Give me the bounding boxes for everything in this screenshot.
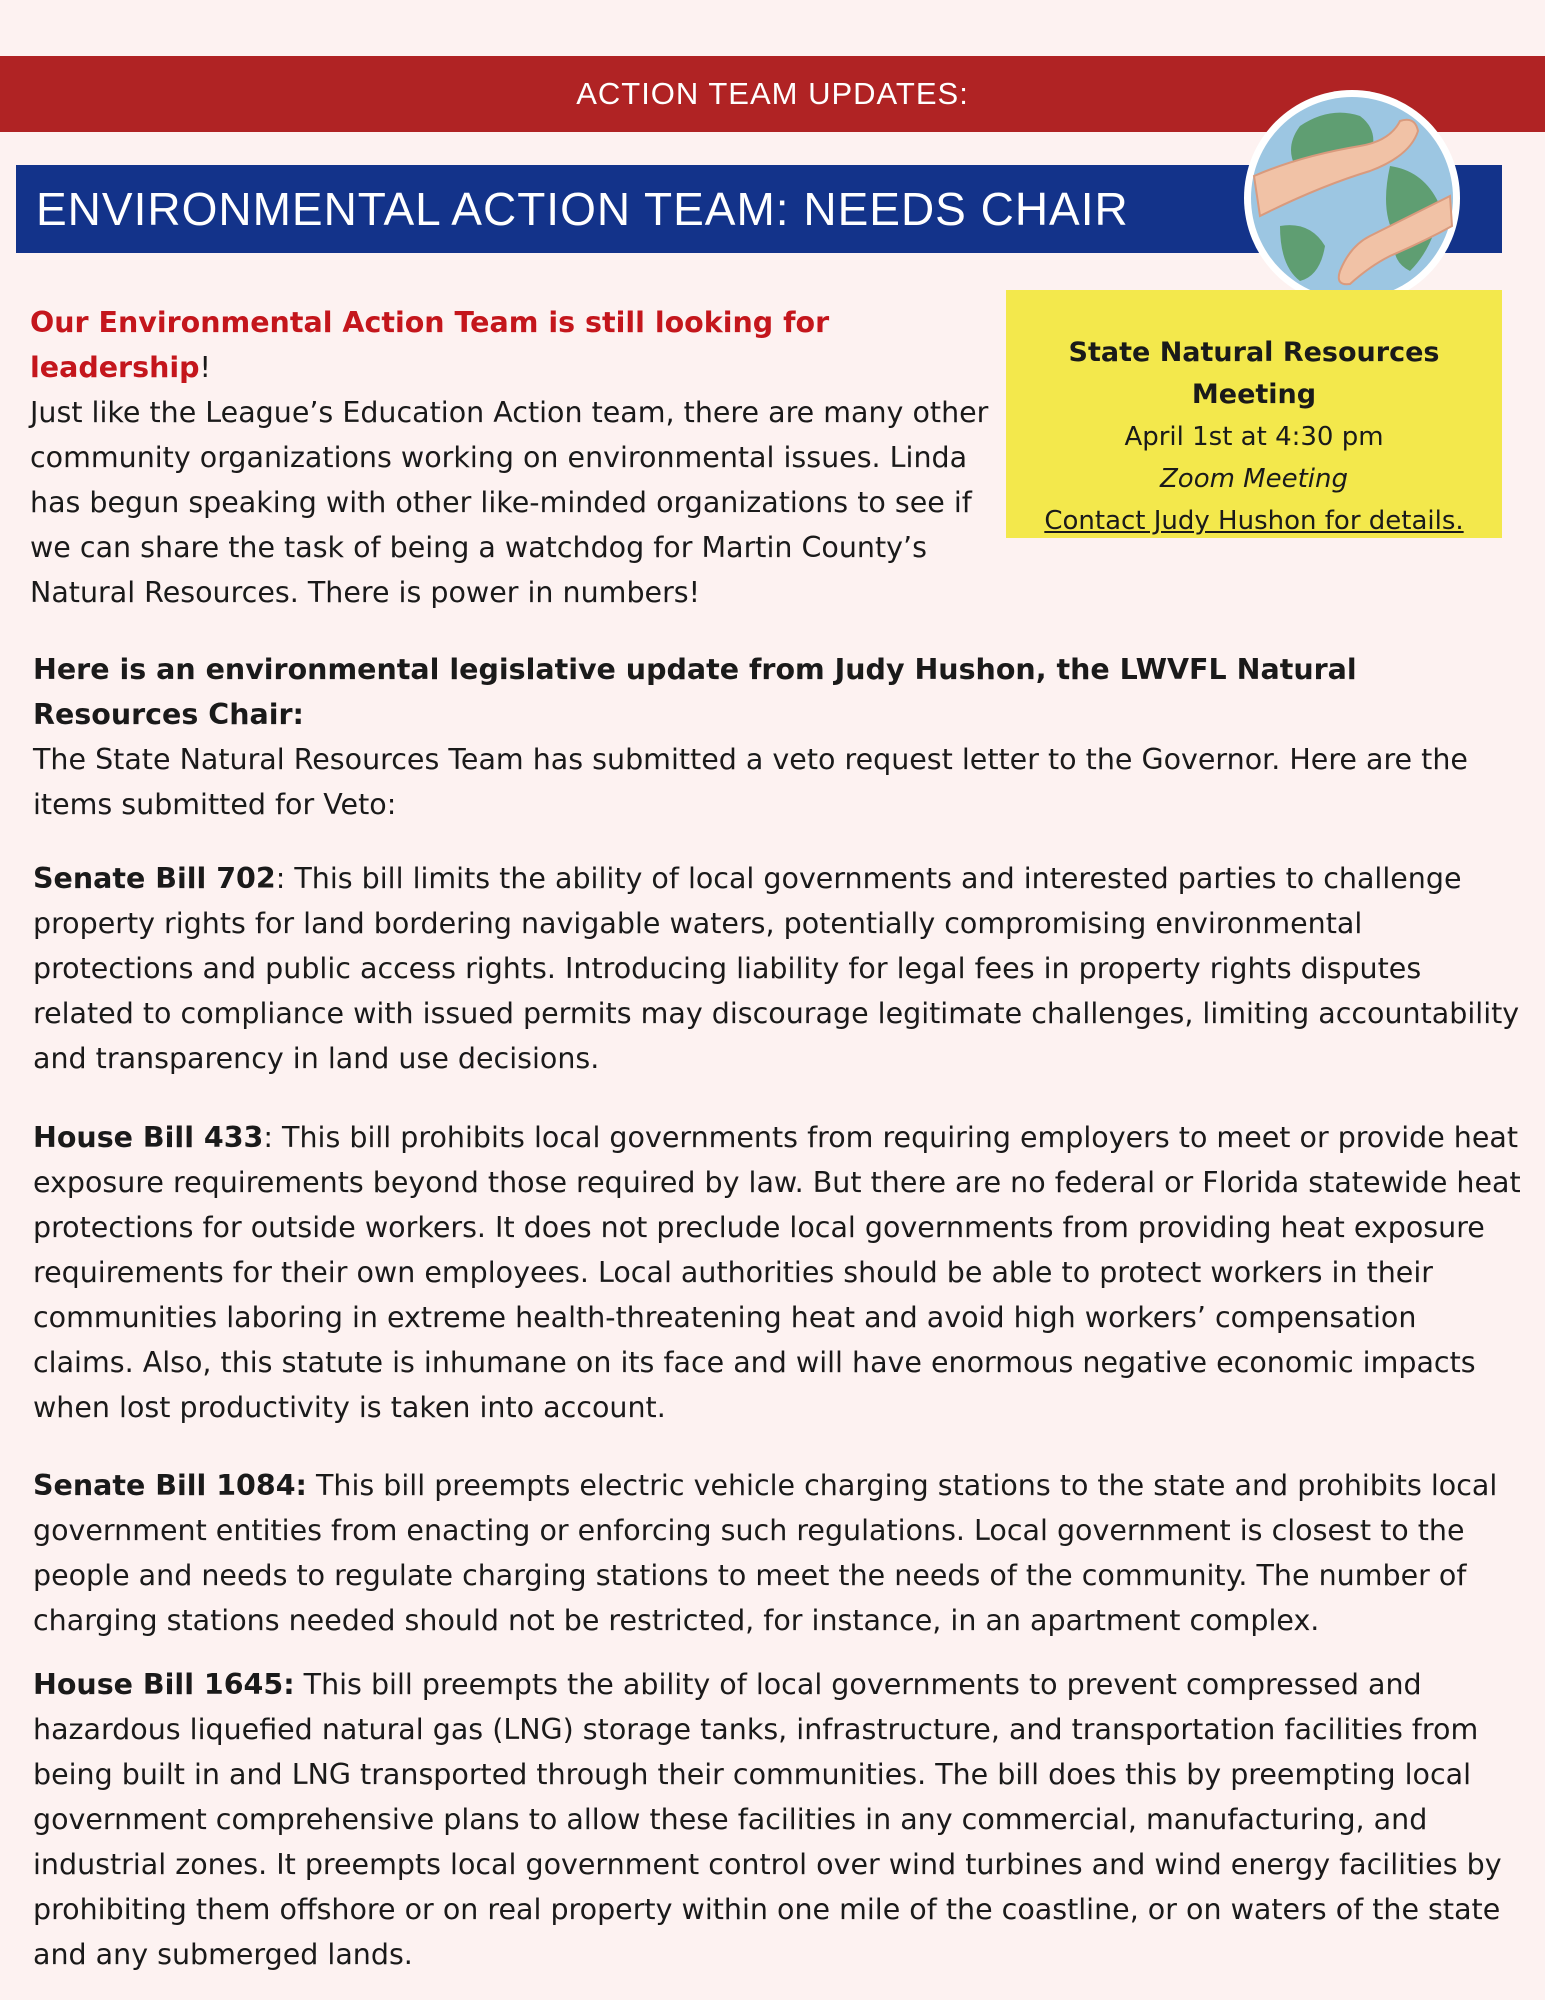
legislative-update [33,647,1523,827]
bill-sep: : [275,862,286,895]
bill-text: This bill preempts the ability of local governments to prevent compressed and hazardous liquefied natural gas (LNG) storage tanks, infrastructure, and transportation facilities from being built in and LNG transported through their communities. The bill does this by preempting local government comprehensive plans to allow these facilities in any commercial, manufacturing, and industrial zones. It preempts local government control over wind turbines and wind energy facilities by prohibiting them offshore or on real property within one mile of the coastline, or on waters of the state and any submerged lands. [33,1668,1502,1971]
bill-text: This bill limits the ability of local governments and interested parties to challenge property rights for land bordering navigable waters, potentially compromising environmental protections and public access rights. Introducing liability for legal fees in property rights disputes related to compliance with issued permits may discourage legitimate challenges, limiting accountability and transparency in land use decisions. [33,862,1520,1075]
bill-item [33,856,1523,1081]
intro-text: Just like the League’s Education Action team, there are many other community organizations working on environmental issues. Linda has begun speaking with other like-minded organizations to see if we can share the task of being a watchdog for Martin County’s Natural Resources. There is power in numbers! [30,396,989,609]
bill-name: Senate Bill 1084: [33,1469,307,1502]
meeting-location: Zoom Meeting [1159,464,1349,494]
meeting-callout [1006,290,1502,538]
bill-name: House Bill 1645: [33,1668,295,1701]
meeting-contact-link[interactable]: Contact Judy Hushon for details. [1044,506,1464,536]
intro-lead: Our Environmental Action Team is still looking for leadership [30,306,830,384]
bill-text: This bill preempts electric vehicle charging stations to the state and prohibits local government entities from enacting or enforcing such regulations. Local government is closest to the people and needs to regulate charging stations to meet the needs of the community. The number of charging stations needed should not be restricted, for instance, in an apartment complex. [33,1469,1498,1637]
bill-sep: : [263,1121,273,1154]
globe-hug-icon [1240,86,1465,311]
bill-item [33,1115,1523,1430]
section-banner-label: ACTION TEAM UPDATES: [576,76,969,111]
meeting-title: State Natural Resources Meeting [1068,337,1440,410]
bill-name: Senate Bill 702 [33,862,276,895]
page-title-text: ENVIRONMENTAL ACTION TEAM: NEEDS CHAIR [36,183,1129,235]
bill-item [33,1463,1523,1643]
bill-name: House Bill 433 [33,1121,264,1154]
bill-text: This bill prohibits local governments from requiring employers to meet or provide heat exposure requirements beyond those required by law. But there are no federal or Florida statewide heat protections for outside workers. It does not preclude local governments from providing heat exposure requirements for their own employees. Local authorities should be able to protect workers in their communities laboring in extreme health-threatening heat and avoid high workers’ compensation claims. Also, this statute is inhumane on its face and will have enormous negative economic impacts when lost productivity is taken into account. [33,1121,1521,1424]
bill-item [33,1662,1523,1977]
meeting-time: April 1st at 4:30 pm [1124,422,1384,452]
intro-lead-punct: ! [199,351,211,384]
intro-paragraph [30,300,990,615]
update-heading: Here is an environmental legislative update from Judy Hushon, the LWVFL Natural Resources Chair: [33,653,1357,731]
update-text: The State Natural Resources Team has submitted a veto request letter to the Governor. Here are the items submitted for Veto: [33,743,1468,821]
